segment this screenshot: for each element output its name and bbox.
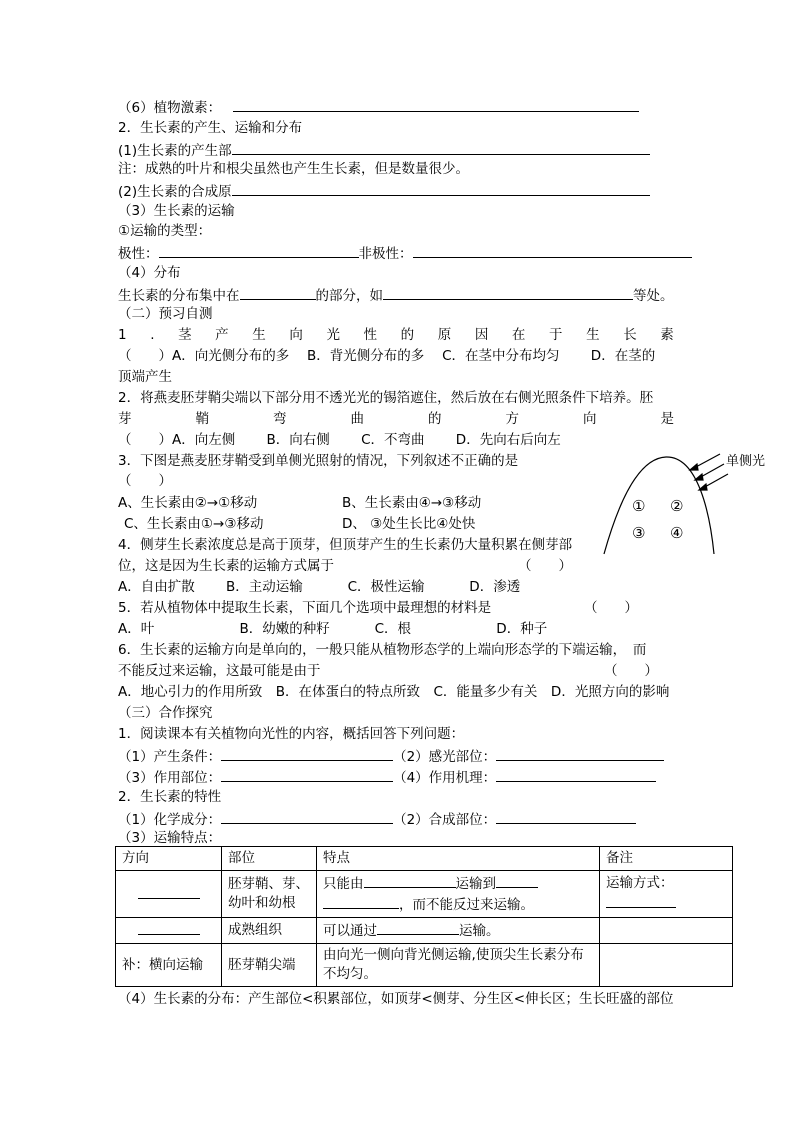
conditions-label: （1）产生条件： (118, 749, 222, 765)
q2-char: 弯 (273, 411, 287, 427)
q3-paren: （ ） (118, 473, 172, 489)
coop-q1-line-a (118, 746, 664, 767)
plant-hormone-line (118, 97, 639, 118)
synthesis-site-blank[interactable] (496, 809, 636, 824)
distribution-heading: （4）分布 (118, 265, 181, 281)
q2-char: 方 (505, 411, 519, 427)
q4-stem-cont: 位，这是因为生长素的运输方式属于 (118, 558, 334, 574)
distribution-text-a: 生长素的分布集中在 (118, 288, 240, 304)
coop-q1: 1．阅读课本有关植物向光性的内容，概括回答下列问题： (118, 726, 465, 742)
table-header-row (116, 847, 733, 871)
distribution-blank-1[interactable] (240, 285, 316, 300)
q1-char: 因 (474, 327, 489, 343)
q2-char: 芽 (118, 411, 132, 427)
polar-label: 极性： (118, 246, 159, 262)
q3-option-c: C、生长素由①→③移动 (124, 516, 264, 532)
q1-char: . (150, 327, 155, 343)
raw-material-blank[interactable] (232, 181, 650, 196)
q1-char: 性 (363, 327, 378, 343)
q6-stem: 6．生长素的运输方向是单向的，一般只能从植物形态学的上端向形态学的下端运输， 而 (118, 642, 647, 658)
chemical-label: （1）化学成分： (118, 812, 222, 828)
nonpolar-label: 非极性： (358, 246, 413, 262)
q1-char: 在 (511, 327, 526, 343)
self-test-heading: （二）预习自测 (118, 306, 213, 322)
row1-note-label: 运输方式： (606, 875, 674, 891)
transport-heading: （3）生长素的运输 (118, 203, 235, 219)
region-2-label: ② (670, 497, 684, 515)
mechanism-blank[interactable] (496, 767, 656, 782)
section-2-title: 2．生长素的产生、运输和分布 (118, 120, 303, 136)
distribution-line (118, 285, 674, 306)
q1-char: 生 (252, 327, 266, 343)
q1-char: 向 (289, 327, 303, 343)
q1-char: 长 (623, 327, 637, 343)
q2-char: 鞘 (195, 411, 209, 427)
raw-material-label: (2)生长素的合成原 (118, 184, 232, 200)
production-site-line (118, 140, 650, 161)
action-site-blank[interactable] (221, 767, 393, 782)
distribution-summary: （4）生长素的分布：产生部位<积累部位，如顶芽<侧芽、分生区<伸长区；生长旺盛的部位 (118, 991, 674, 1007)
plant-hormone-label: （6）植物激素： (118, 100, 222, 116)
coop-q2-line-a (118, 809, 636, 830)
coop-heading: （三）合作探究 (118, 705, 213, 721)
q6-paren: （ ） (604, 663, 658, 679)
distribution-text-b: 的部分，如 (315, 288, 383, 304)
q2-char: 是 (660, 411, 674, 427)
q1-char: 产 (215, 327, 229, 343)
row1-feature-text: ，而不能反过来运输。 (399, 897, 534, 913)
table-row (116, 871, 733, 918)
q2-stem: 2．将燕麦胚芽鞘尖端以下部分用不透光光的锡箔遮住，然后放在右侧光照条件下培养。胚 (118, 390, 654, 406)
q4-options: A．自由扩散 B．主动运输 C．极性运输 D．渗透 (118, 579, 521, 595)
q3-option-b: B、生长素由④→③移动 (342, 495, 482, 511)
sensing-site-blank[interactable] (496, 746, 664, 761)
action-site-label: （3）作用部位： (118, 770, 222, 786)
distribution-text-c: 等处。 (633, 288, 674, 304)
header-site: 部位 (222, 847, 317, 871)
row2-feature-text: 可以通过 (323, 923, 377, 939)
polar-line (118, 243, 692, 264)
raw-material-line (118, 181, 650, 202)
region-4-label: ④ (670, 524, 684, 542)
distribution-blank-2[interactable] (383, 285, 633, 300)
production-site-label: (1)生长素的产生部 (118, 143, 232, 159)
q1-options: （ ）A．向光侧分布的多 B．背光侧分布的多 C．在茎中分布均匀 D．在茎的 (118, 348, 656, 364)
q5-stem: 5．若从植物体中提取生长素，下面几个选项中最理想的材料是 (118, 600, 492, 616)
q1-char: 原 (437, 327, 452, 343)
nonpolar-blank[interactable] (413, 243, 692, 258)
table-row (116, 944, 733, 987)
q1-char: 的 (400, 327, 415, 343)
row2-blank[interactable] (377, 920, 459, 935)
row1-feature (317, 871, 600, 918)
header-direction: 方向 (116, 847, 222, 871)
row3-site: 胚芽鞘尖端 (222, 944, 317, 987)
chemical-blank[interactable] (221, 809, 393, 824)
note-line: 注：成熟的叶片和根尖虽然也产生生长素，但是数量很少。 (118, 161, 469, 177)
q1-char: 素 (660, 327, 674, 343)
q5-paren: （ ） (584, 600, 638, 616)
row2-site: 成熟组织 (222, 918, 317, 944)
q6-options: A．地心引力的作用所致 B．在体蛋白的特点所致 C．能量多少有关 D．光照方向的影响 (118, 684, 670, 700)
row2-direction-blank[interactable] (138, 920, 200, 935)
conditions-blank[interactable] (221, 746, 393, 761)
q3-stem: 3．下图是燕麦胚芽鞘受到单侧光照射的情况，下列叙述不正确的是 (118, 453, 519, 469)
q1-stem (118, 326, 674, 345)
row1-site: 胚芽鞘、芽、幼叶和幼根 (222, 871, 317, 918)
row1-to-blank-2[interactable] (323, 894, 399, 909)
mechanism-label: （4）作用机理： (393, 770, 497, 786)
q4-paren: （ ） (518, 558, 572, 574)
q1-char: 1 (118, 327, 127, 343)
header-feature: 特点 (317, 847, 600, 871)
row1-from-blank[interactable] (364, 873, 456, 888)
row1-feature-text: 只能由 (323, 876, 364, 892)
header-note: 备注 (600, 847, 733, 871)
q2-char: 向 (583, 411, 597, 427)
q2-stem-cont (118, 410, 674, 429)
transport-type-heading: ①运输的类型： (118, 223, 212, 239)
q2-options: （ ）A．向左侧 B．向右侧 C．不弯曲 D．先向右后向左 (118, 432, 561, 448)
q3-option-a: A、生长素由②→①移动 (118, 495, 258, 511)
region-3-label: ③ (632, 524, 646, 542)
row3-feature: 由向光一侧向背光侧运输,使顶尖生长素分布不均匀。 (317, 944, 600, 987)
light-label: 单侧光 (726, 454, 766, 469)
q2-char: 曲 (350, 411, 364, 427)
q1-options-tail: 顶端产生 (118, 369, 172, 385)
coop-q2: 2．生长素的特性 (118, 789, 222, 805)
row1-direction (116, 871, 222, 918)
row2-feature-text: 运输。 (459, 923, 500, 939)
sensing-site-label: （2）感光部位： (393, 749, 497, 765)
coop-q1-line-b (118, 767, 656, 788)
q1-char: 生 (586, 327, 600, 343)
q4-stem: 4．侧芽生长素浓度总是高于顶芽，但顶芽产生的生长素仍大量积累在侧芽部 (118, 537, 573, 553)
q2-char: 的 (428, 411, 442, 427)
row3-direction: 补：横向运输 (116, 944, 222, 987)
polar-blank[interactable] (159, 243, 359, 258)
production-site-blank[interactable] (232, 140, 650, 155)
row2-direction (116, 918, 222, 944)
q5-options: A．叶 B．幼嫩的种籽 C．根 D．种子 (118, 621, 548, 637)
row1-note-blank[interactable] (606, 893, 676, 908)
q1-char: 茎 (178, 327, 192, 343)
plant-hormone-blank[interactable] (233, 97, 639, 112)
coleoptile-diagram (598, 444, 778, 559)
row1-to-blank[interactable] (496, 873, 538, 888)
table-row (116, 918, 733, 944)
transport-table (115, 846, 733, 987)
q1-char: 于 (549, 327, 563, 343)
row1-direction-blank[interactable] (138, 884, 200, 899)
row1-feature-text: 运输到 (455, 876, 496, 892)
synthesis-site-label: （2）合成部位： (393, 812, 497, 828)
light-arrows-icon (690, 454, 728, 490)
coop-q2-line-b: （3）运输特点： (118, 830, 222, 846)
q3-option-d: D、 ③处生长比④处快 (342, 516, 476, 532)
q6-stem-cont: 不能反过来运输，这最可能是由于 (118, 663, 321, 679)
row1-note (600, 871, 733, 918)
row2-feature (317, 918, 600, 944)
row2-note (600, 918, 733, 944)
region-1-label: ① (632, 497, 646, 515)
coleoptile-outline (604, 457, 714, 554)
row3-note (600, 944, 733, 987)
q1-char: 光 (326, 327, 340, 343)
